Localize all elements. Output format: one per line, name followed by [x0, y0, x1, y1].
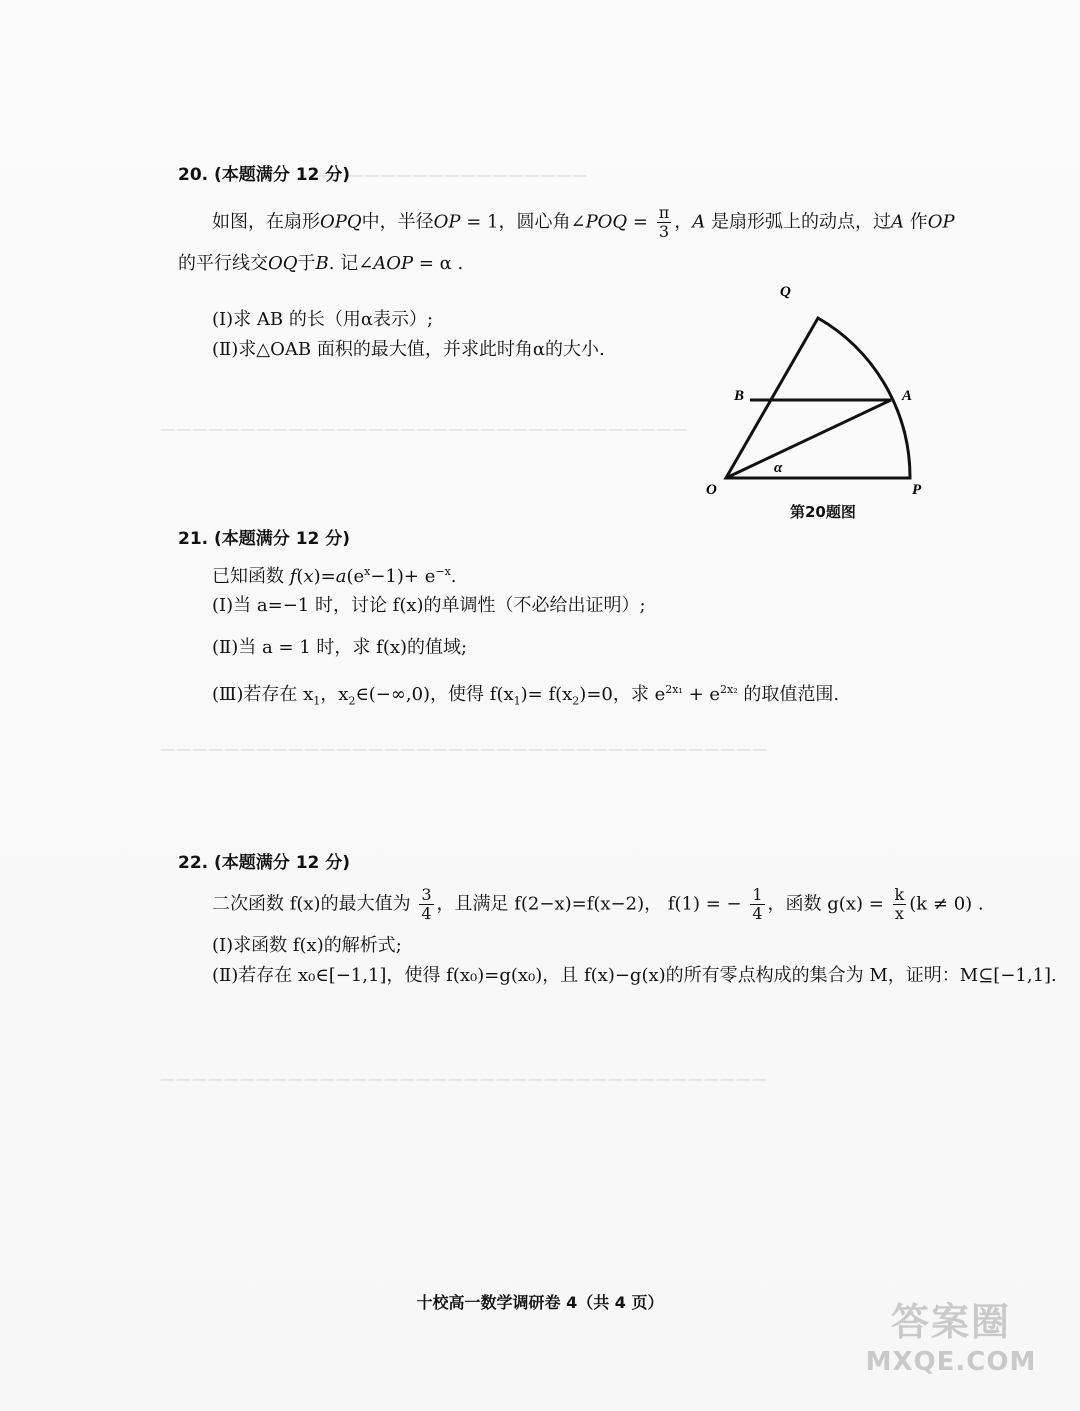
segment-oa: [726, 400, 891, 478]
bleed-through-text: ——————————————————————————————————————: [160, 1070, 768, 1088]
fraction-1-over-4: $\frac{1}{4}$: [752, 885, 763, 923]
label-q: Q: [780, 284, 791, 300]
question-20-stem-line1: 如图，在扇形OPQ中，半径OP = 1，圆心角∠POQ = $\frac{\pi}{3}$ ，A 是扇形弧上的动点，过A 作OP: [212, 203, 955, 241]
question-21-header: 21. (本题满分 12 分): [178, 529, 351, 549]
question-21-part-1: (Ⅰ)当 a=−1 时，讨论 f(x)的单调性（不必给出证明）;: [212, 595, 646, 616]
question-20-header: 20. (本题满分 12 分): [178, 165, 351, 185]
bleed-through-text: —————————————————————————————————: [160, 420, 688, 438]
sector-outline: [726, 318, 913, 478]
site-watermark: [856, 1297, 1046, 1393]
fraction-3-over-4: $\frac{3}{4}$: [421, 885, 432, 923]
question-22-part-2: (Ⅱ)若存在 x₀∈[−1,1]，使得 f(x₀)=g(x₀)，且 f(x)−g(x)的所有零点构成的集合为 M，证明：M⊆[−1,1].: [212, 965, 1057, 986]
sector-figure: [690, 276, 950, 526]
label-p: P: [912, 482, 922, 498]
question-22-part-1: (Ⅰ)求函数 f(x)的解析式;: [212, 935, 402, 956]
page-footer: 十校高一数学调研卷 4（共 4 页）: [416, 1293, 664, 1312]
question-22-header: 22. (本题满分 12 分): [178, 853, 351, 873]
bleed-through-text: ——————————————————: [300, 166, 588, 184]
figure-caption: 第20题图: [790, 503, 856, 521]
watermark-site: MXQE.COM: [865, 1347, 1037, 1377]
question-21-stem: 已知函数 $f(x)=a(e^x-1)+ e^{-x}$.: [212, 565, 457, 587]
fraction-k-over-x: $\frac{k}{x}$: [894, 885, 905, 923]
label-a: A: [902, 388, 913, 404]
question-20-part-2: (Ⅱ)求△OAB 面积的最大值，并求此时角α的大小.: [212, 339, 605, 360]
question-21-part-2: (Ⅱ)当 a = 1 时，求 f(x)的值域;: [212, 637, 468, 658]
fraction-pi-over-3: $\frac{\pi}{3}$: [658, 203, 670, 241]
bleed-through-text: ——————————————————————————————————————: [160, 740, 768, 758]
question-20-stem-line2: 的平行线交OQ于B. 记∠AOP = α .: [178, 253, 464, 274]
question-21-part-3: (Ⅲ)若存在 $x_1$，$x_2\in(-\infty,0)$，使得 $f(x_1)= f(x_2)=0$，求 $e^{2x_1} + e^{2x_2}$ 的取值范围.: [212, 683, 840, 708]
watermark-logo: 答案圈: [890, 1300, 1011, 1344]
question-20-part-1: (Ⅰ)求 AB 的长（用α表示）;: [212, 309, 434, 330]
label-o: O: [706, 482, 717, 498]
label-alpha: α: [774, 460, 783, 476]
label-b: B: [734, 388, 745, 404]
question-22-stem: 二次函数 f(x)的最大值为 $\frac{3}{4}$ ，且满足 f(2−x)=f(x−2)， f(1) = − $\frac{1}{4}$ ，函数 g(x) = $\frac{k}{x}$ (k ≠ 0) .: [212, 885, 984, 923]
